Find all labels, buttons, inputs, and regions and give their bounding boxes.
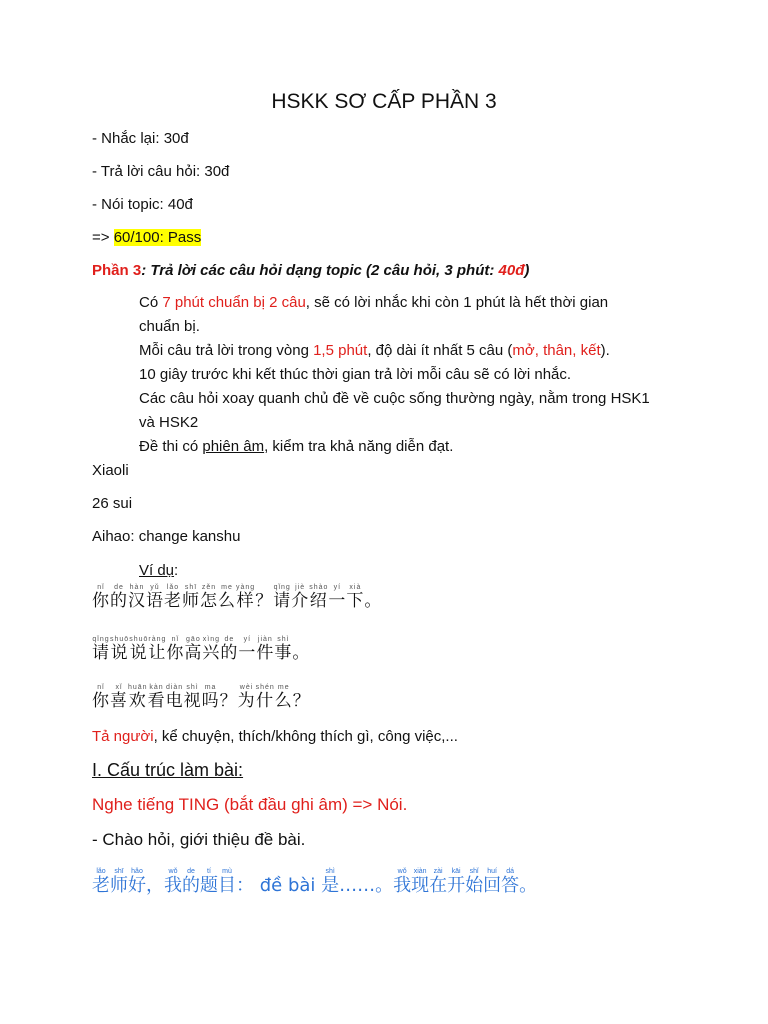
structure-heading-text: I. Cấu trúc làm bài: bbox=[92, 760, 244, 780]
score-topic: - Nói topic: 40đ bbox=[92, 196, 193, 213]
hanzi-char: 样yàng bbox=[236, 584, 256, 611]
hanzi-char: …… bbox=[339, 875, 376, 896]
pinyin: xià bbox=[346, 584, 365, 591]
hanzi-char: 答dá bbox=[501, 868, 520, 896]
pass-prefix: => bbox=[92, 229, 114, 246]
note-line-3 bbox=[139, 342, 610, 359]
note-text: , sẽ có lời nhắc khi còn 1 phút là hết thời gian bbox=[305, 294, 609, 311]
pinyin: shì bbox=[321, 868, 340, 875]
topic-rest: , kể chuyện, thích/không thích gì, công việc,... bbox=[153, 728, 458, 745]
hanzi-char: 语yǔ bbox=[146, 584, 164, 611]
pinyin: de bbox=[110, 584, 128, 591]
hanzi-char: 么me bbox=[218, 584, 236, 611]
pinyin: lǎo bbox=[92, 868, 110, 875]
pinyin: jiè bbox=[291, 584, 310, 591]
note-text: Đề thi có bbox=[139, 438, 203, 455]
hanzi-char: 说shuō bbox=[110, 636, 130, 663]
note-line-7 bbox=[139, 438, 453, 455]
pinyin: huí bbox=[483, 868, 502, 875]
pass-line bbox=[92, 229, 201, 246]
hanzi-char: ？ bbox=[255, 591, 274, 611]
hanzi-char: 。 bbox=[292, 643, 311, 663]
section-label: Phần 3 bbox=[92, 262, 142, 279]
pinyin: yí bbox=[238, 636, 257, 643]
question-2 bbox=[92, 636, 310, 663]
pinyin: me bbox=[218, 584, 236, 591]
pinyin: yàng bbox=[236, 584, 256, 591]
hanzi-char: 你nǐ bbox=[92, 584, 110, 611]
hanzi-char: 高gāo bbox=[184, 636, 203, 663]
hanzi-char: 欢huān bbox=[128, 684, 148, 711]
step-2: - Chào hỏi, giới thiệu đề bài. bbox=[92, 830, 306, 849]
hanzi-char: 老lǎo bbox=[92, 868, 110, 896]
pinyin: shuō bbox=[129, 636, 149, 643]
example-label: Ví dụ bbox=[139, 562, 175, 579]
hanzi-char: ？ bbox=[219, 691, 238, 711]
hanzi-char: 看kàn bbox=[147, 684, 166, 711]
note-text: , độ dài ít nhất 5 câu ( bbox=[367, 342, 513, 359]
example-heading bbox=[139, 562, 178, 579]
info-age: 26 sui bbox=[92, 495, 133, 512]
note-text: Mỗi câu trả lời trong vòng bbox=[139, 342, 314, 359]
info-name: Xiaoli bbox=[92, 462, 129, 479]
pinyin: xiàn bbox=[411, 868, 430, 875]
pinyin: mù bbox=[218, 868, 236, 875]
hanzi-char: 请qǐng bbox=[92, 636, 110, 663]
pinyin: shì bbox=[274, 636, 293, 643]
hanzi-char: 你nǐ bbox=[166, 636, 185, 663]
pinyin: yí bbox=[328, 584, 347, 591]
pinyin: tí bbox=[200, 868, 218, 875]
pinyin: shào bbox=[309, 584, 329, 591]
pinyin: ràng bbox=[148, 636, 167, 643]
hanzi-char: 。 bbox=[375, 875, 394, 896]
hanzi-char: 好hǎo bbox=[128, 868, 146, 896]
hanzi-char: 绍shào bbox=[309, 584, 329, 611]
hanzi-char: ： bbox=[236, 875, 254, 896]
hanzi-char: 师shī bbox=[182, 584, 200, 611]
section-text-a: : Trả lời các câu hỏi dạng topic (2 câu hỏi, 3 phút: bbox=[141, 262, 499, 279]
pinyin: huān bbox=[128, 684, 148, 691]
pinyin: yǔ bbox=[146, 584, 164, 591]
note-line-6: và HSK2 bbox=[139, 414, 199, 431]
step-1: Nghe tiếng TING (bắt đầu ghi âm) => Nói. bbox=[92, 795, 408, 814]
hanzi-char: 请qǐng bbox=[273, 584, 292, 611]
note-line-5: Các câu hỏi xoay quanh chủ đề về cuộc sống thường ngày, nằm trong HSK1 bbox=[139, 390, 650, 407]
hanzi-char: 么me bbox=[274, 684, 293, 711]
pinyin: shī bbox=[110, 868, 128, 875]
info-hobby: Aihao: change kanshu bbox=[92, 528, 241, 545]
pinyin: shǐ bbox=[465, 868, 484, 875]
pinyin: lǎo bbox=[164, 584, 182, 591]
hanzi-char: 喜xǐ bbox=[110, 684, 128, 711]
hanzi-char: 让ràng bbox=[148, 636, 167, 663]
pinyin: xǐ bbox=[110, 684, 128, 691]
page-title: HSKK SƠ CẤP PHẦN 3 bbox=[271, 90, 497, 113]
hanzi-char: 一yí bbox=[238, 636, 257, 663]
pinyin: shì bbox=[183, 684, 202, 691]
pinyin: nǐ bbox=[166, 636, 185, 643]
section-text-b: ) bbox=[524, 262, 530, 279]
pinyin: diàn bbox=[165, 684, 184, 691]
pinyin: shén bbox=[255, 684, 275, 691]
hanzi-char: 的de bbox=[182, 868, 200, 896]
note-red: mở, thân, kết bbox=[512, 342, 601, 359]
pinyin: wèi bbox=[237, 684, 256, 691]
pinyin: me bbox=[274, 684, 293, 691]
hanzi-char: 我wǒ bbox=[393, 868, 412, 896]
score-repeat: - Nhắc lại: 30đ bbox=[92, 130, 189, 147]
hanzi-char: 下xià bbox=[346, 584, 365, 611]
pinyin: wǒ bbox=[393, 868, 412, 875]
answer-template bbox=[92, 868, 537, 897]
pinyin: qǐng bbox=[92, 636, 110, 643]
pinyin: shuō bbox=[110, 636, 130, 643]
hanzi-char: 你nǐ bbox=[92, 684, 110, 711]
hanzi-char: 是shì bbox=[321, 868, 340, 896]
pinyin: xìng bbox=[202, 636, 221, 643]
pinyin: kàn bbox=[147, 684, 166, 691]
pinyin: shī bbox=[182, 584, 200, 591]
pinyin: ma bbox=[201, 684, 220, 691]
pinyin: dá bbox=[501, 868, 520, 875]
pinyin: hǎo bbox=[128, 868, 146, 875]
hanzi-char: 。 bbox=[519, 875, 538, 896]
hanzi-char: 目mù bbox=[218, 868, 236, 896]
section-heading bbox=[92, 262, 529, 279]
note-line-1 bbox=[139, 294, 608, 311]
hanzi-char: 什shén bbox=[255, 684, 275, 711]
hanzi-char: 老lǎo bbox=[164, 584, 182, 611]
note-line-2: chuẩn bị. bbox=[139, 318, 200, 335]
pinyin: hàn bbox=[128, 584, 146, 591]
hanzi-char: 一yí bbox=[328, 584, 347, 611]
section-points: 40đ bbox=[498, 262, 525, 279]
pinyin: jiàn bbox=[256, 636, 275, 643]
hanzi-char: 件jiàn bbox=[256, 636, 275, 663]
note-red: 1,5 phút bbox=[313, 342, 368, 359]
pinyin: kāi bbox=[447, 868, 466, 875]
hanzi-char: 怎zěn bbox=[200, 584, 218, 611]
hanzi-char: 的de bbox=[220, 636, 239, 663]
example-colon: : bbox=[174, 562, 179, 579]
pinyin: wǒ bbox=[164, 868, 182, 875]
pinyin: de bbox=[182, 868, 200, 875]
hanzi-char: 题tí bbox=[200, 868, 218, 896]
pass-highlight: 60/100: Pass bbox=[113, 229, 202, 246]
note-red: 7 phút chuẩn bị 2 câu bbox=[162, 294, 306, 311]
hanzi-char: 介jiè bbox=[291, 584, 310, 611]
pinyin: nǐ bbox=[92, 684, 110, 691]
hanzi-char: 师shī bbox=[110, 868, 128, 896]
pinyin: de bbox=[220, 636, 239, 643]
hanzi-char: ， bbox=[146, 875, 164, 896]
hanzi-char: ？ bbox=[292, 691, 311, 711]
pinyin: zěn bbox=[200, 584, 218, 591]
pinyin: gāo bbox=[184, 636, 203, 643]
hanzi-char: 说shuō bbox=[129, 636, 149, 663]
hanzi-char: 的de bbox=[110, 584, 128, 611]
question-3 bbox=[92, 684, 311, 711]
hanzi-char: 汉hàn bbox=[128, 584, 146, 611]
note-text: Có bbox=[139, 294, 163, 311]
hanzi-char: 在zài bbox=[429, 868, 448, 896]
pinyin: zài bbox=[429, 868, 448, 875]
hanzi-char: đề bài bbox=[254, 875, 322, 896]
hanzi-char: 为wèi bbox=[237, 684, 256, 711]
question-1 bbox=[92, 584, 382, 611]
note-text: ). bbox=[600, 342, 610, 359]
hanzi-char: 现xiàn bbox=[411, 868, 430, 896]
topic-line bbox=[92, 728, 458, 745]
hanzi-char: 兴xìng bbox=[202, 636, 221, 663]
hanzi-char: 事shì bbox=[274, 636, 293, 663]
hanzi-char: 视shì bbox=[183, 684, 202, 711]
note-underline: phiên âm bbox=[202, 438, 265, 455]
hanzi-char: 始shǐ bbox=[465, 868, 484, 896]
hanzi-char: 我wǒ bbox=[164, 868, 182, 896]
pinyin: qǐng bbox=[273, 584, 292, 591]
note-line-4: 10 giây trước khi kết thúc thời gian trả lời mỗi câu sẽ có lời nhắc. bbox=[139, 366, 572, 383]
topic-red: Tả người bbox=[92, 728, 154, 745]
hanzi-char: 。 bbox=[364, 591, 383, 611]
hanzi-char: 吗ma bbox=[201, 684, 220, 711]
hanzi-char: 回huí bbox=[483, 868, 502, 896]
pinyin: nǐ bbox=[92, 584, 110, 591]
note-text: , kiểm tra khả năng diễn đạt. bbox=[264, 438, 454, 455]
score-answer: - Trả lời câu hỏi: 30đ bbox=[92, 163, 230, 180]
hanzi-char: 电diàn bbox=[165, 684, 184, 711]
hanzi-char: 开kāi bbox=[447, 868, 466, 896]
structure-heading bbox=[92, 760, 243, 781]
